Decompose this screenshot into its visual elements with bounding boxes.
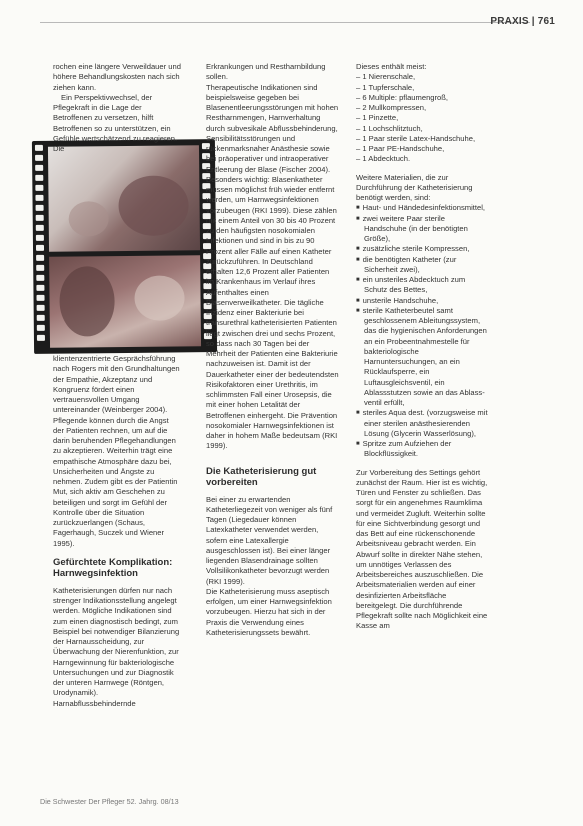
column-1-top	[53, 62, 181, 154]
list-item: – 1 Nierenschale,	[356, 72, 416, 82]
list-item: ■ unsterile Handschuhe,	[356, 296, 489, 306]
col2-paragraph-2: Therapeutische Indikationen sind beispielsweise gegeben bei Blasenentleerungsstörungen mit hohen Restharnmengen, Harnverhaltung durch subvesikale Abflussbehinderung, Sensibilitätsstörungen und rückenmarksnaher Anästhesie sowie bei präoperativer und intraoperativer Entleerung der Blase (Fischer 2004).	[206, 82, 339, 174]
col1-paragraph-1: Ein Perspektivwechsel, der Pflegekraft in die Lage der Betroffenen zu versetzen, hilft Betroffenen so zu unterstützen, ein Gefühle wertschätzend zu reagieren. Die	[53, 92, 178, 153]
col2-paragraph-3: Besonders wichtig: Blasenkatheter müssen möglichst früh wieder entfernt werden, um Harnwegsinfektionen vorzubeugen (RKI 1999). Diese zählen mit einem Anteil von 30 bis 40 Prozent zu den häufigsten nosokomialen Infektionen und sind in bis zu 90 Prozent aller Fälle auf einen Katheter zurückzuführen. In Deutschland erhalten 12,6 Prozent aller Patienten im Krankenhaus im Verlauf ihres Aufenthaltes einen Blasenverweilkatheter. Die tägliche Inzidenz einer Bakteriurie bei transurethral katheterisierten Patienten liegt zwischen drei und sechs Prozent, so dass nach 30 Tagen bei der Mehrheit der Patienten eine Bakteriurie nachzuweisen ist. Damit ist der Dauerkatheter einer der bedeutendsten Risikofaktoren einer Urethritis, im schlimmsten Fall einer Urosepsis, die mit einer hohen Letalität der Betroffenen einhergeht. Die Prävention nosokomialer Harnwegsinfektionen ist daher in hohem Maße bedeutsam (RKI 1999).	[206, 174, 339, 451]
col1-intro: rochen eine längere Verweildauer und höhere Behandlungskosten nach sich ziehen kann.	[53, 62, 181, 92]
column-1-bottom	[53, 354, 181, 709]
col3-list-1	[356, 72, 489, 164]
list-item: – 1 Lochschlitztuch,	[356, 123, 423, 133]
col3-intro: Dieses enthält meist:	[356, 62, 427, 71]
column-2	[206, 62, 339, 638]
col2-paragraph-5: Die Katheterisierung muss aseptisch erfolgen, um einer Harnwegsinfektion vorzubeugen. Hierzu hat sich in der Praxis die Verwendung eines Katheterisierungssets bewährt.	[206, 586, 332, 637]
col3-intro-2: Weitere Materialien, die zur Durchführung der Katheterisierung benötigt werden, sind:	[356, 172, 473, 202]
film-perforations-left	[35, 141, 47, 354]
list-item: – 1 Abdecktuch.	[356, 154, 411, 164]
page-footer: Die Schwester Der Pfleger 52. Jahrg. 08/13	[40, 797, 179, 806]
list-item: ■ die benötigten Katheter (zur Sicherheit zwei),	[356, 255, 489, 276]
col2-paragraph-4: Bei einer zu erwartenden Katheterliegezeit von weniger als fünf Tagen (Liegedauer können Latexkatheter verwendet werden, sofern eine Latexallergie ausgeschlossen ist). Bei einer länger liegenden Blasendrainage sollten Vollsilikonkatheter bevorzugt werden (RKI 1999).	[206, 494, 333, 586]
col2-heading: Die Katheterisierung gut vorbereiten	[206, 465, 317, 488]
list-item: ■ Haut- und Händedesinfektionsmittel,	[356, 203, 489, 213]
column-3	[356, 62, 489, 632]
col1-heading: Gefürchtete Komplikation: Harnwegsinfektion	[53, 556, 173, 580]
list-item: – 1 Paar PE-Handschuhe,	[356, 144, 445, 153]
header-rule	[40, 22, 530, 23]
list-item: – 6 Multiple: pflaumengroß,	[356, 92, 449, 102]
list-item: – 1 Tupferschale,	[356, 82, 415, 92]
list-item: ■ zusätzliche sterile Kompressen,	[356, 244, 489, 254]
list-item: ■ steriles Aqua dest. (vorzugsweise mit einer sterilen anästhesierenden Lösung (Glycerin Wasserlösung),	[356, 408, 489, 439]
photo-frame-bottom	[49, 255, 201, 348]
photo-frame-top	[48, 145, 200, 252]
col2-paragraph-1: Erkrankungen und Restharnbildung sollen.	[206, 62, 326, 82]
list-item: ■ ein unsteriles Abdecktuch zum Schutz des Bettes,	[356, 275, 489, 296]
col1-paragraph-2: klientenzentrierte Gesprächsführung nach Rogers mit den Grundhaltungen der Empathie, Akzeptanz und Kongruenz fördert einen vertrauensvollen Umgang untereinander (Weinberger 2004). Pflegende können durch die Angst der Patienten rechnen, um auf die darin beruhenden Pflegehandlungen zu akzeptieren. Weiterhin trägt eine empathische Atmosphäre dazu bei, Unsicherheiten und Ängste zu nehmen. Zudem gibt es der Patientin Mut, sich aktiv am Geschehen zu beteiligen und sorgt im Gefühl der Kontrolle über die Situation zurückzuerlangen (Schaus, Fagerhaugh, Suczek und Wiener 1995).	[53, 354, 180, 548]
list-item: – 1 Pinzette,	[356, 113, 399, 123]
list-item: – 2 Mullkompressen,	[356, 103, 427, 112]
list-item: ■ sterile Katheterbeutel samt geschlossenem Ableitungssystem, das die hygienischen Anforderungen an ein Probeentnahmestelle für bakteriologische Harnuntersuchungen, an ein Rücklaufsperre, ein Luftausgleichsventil, ein Ablassstutzen sowie an das Ablass-ventil erfüllt,	[356, 306, 489, 409]
col1-paragraph-3: Katheterisierungen dürfen nur nach strenger Indikationsstellung angelegt werden. Mögliche Indikationen sind zum einen diagnostisch bedingt, zum Beispiel bei notwendiger Bilanzierung der Harnausscheidung, zur Überwachung der Nierenfunktion, zur Harngewinnung für bakteriologische Untersuchungen und zur Diagnostik der unteren Harnwege (Röntgen, Urodynamik). Harnabflussbehindernde	[53, 585, 180, 708]
list-item: ■ Spritze zum Aufziehen der Blockflüssigkeit.	[356, 439, 489, 460]
list-item: ■ zwei weitere Paar sterile Handschuhe (in der benötigten Größe),	[356, 214, 489, 245]
col3-list-2	[356, 203, 489, 459]
list-item: – 1 Paar sterile Latex-Handschuhe,	[356, 133, 476, 143]
page-header: PRAXIS | 761	[490, 16, 555, 27]
col3-paragraph-3: Zur Vorbereitung des Settings gehört zunächst der Raum. Hier ist es wichtig, Türen und Fenster zu schließen. Das sorgt für ein angenehmes Raumklima und vermeidet Zugluft. Weiterhin sollte für eine Sichtverbindung gesorgt und das Bett auf eine rückenschonende Arbeitsniveau gebracht werden. Ein Abwurf sollte in direkter Nähe stehen, um unnötiges Verlassen des Arbeitsbereiches auszuschließen. Die Arbeitsmaterialien werden auf einer desinfizierten Arbeitsfläche bereitgelegt. Die durchführende Pflegekraft sollte nach Möglichkeit eine Kasse am	[356, 467, 488, 631]
photo-film-strip	[32, 139, 217, 354]
